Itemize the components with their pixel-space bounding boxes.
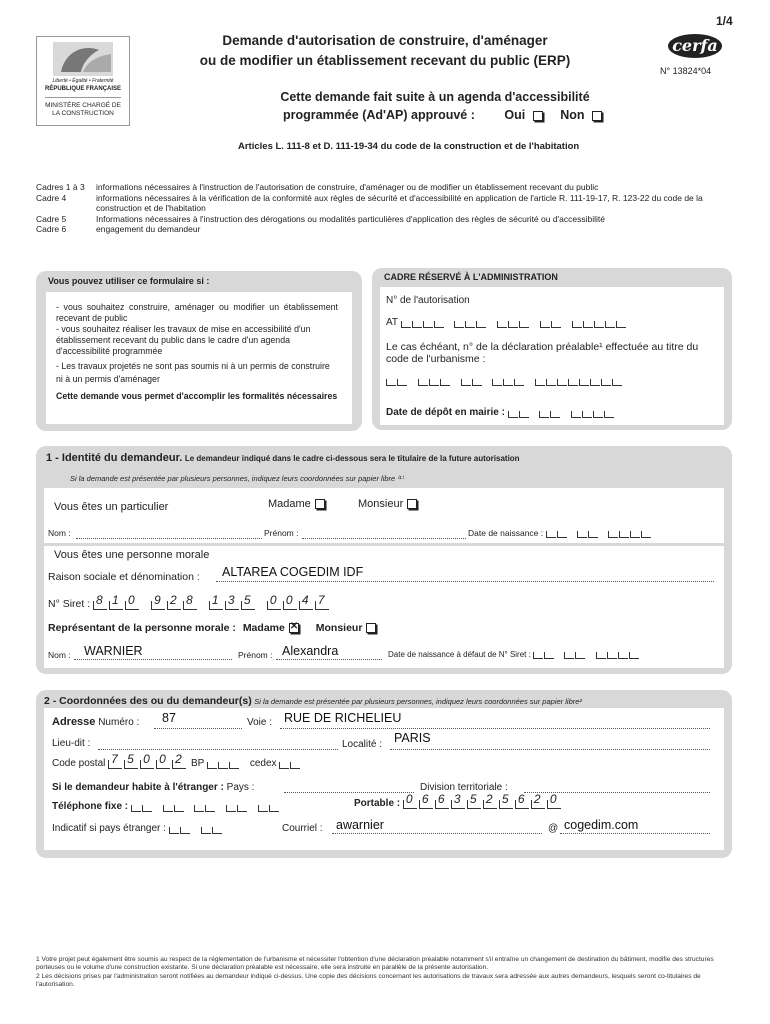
portable-digit[interactable]: 6 [419, 800, 433, 809]
representant-label: Représentant de la personne morale : [48, 622, 236, 634]
courriel-domain-value: cogedim.com [564, 818, 639, 832]
cadre-label: Cadre 6 [36, 224, 67, 234]
localite-value: PARIS [394, 731, 431, 745]
siret-digit[interactable]: 0 [283, 601, 297, 610]
codepostal-label: Code postal [52, 758, 106, 769]
siret-digit[interactable]: 0 [267, 601, 281, 610]
codepostal-digit[interactable]: 0 [140, 760, 154, 769]
non-label: Non [560, 108, 585, 122]
localite-label: Localité : [342, 739, 383, 750]
usage-item: Cette demande vous permet d'accomplir les formalités nécessaires [56, 391, 338, 401]
monsieur-option [358, 498, 417, 510]
rep-monsieur-checkbox[interactable] [366, 623, 376, 633]
codepostal-digit[interactable]: 2 [172, 760, 186, 769]
prenom-field[interactable] [302, 538, 466, 539]
rep-prenom-label: Prénom : [238, 650, 273, 660]
portable-digit[interactable]: 2 [483, 800, 497, 809]
siret-group [93, 593, 141, 610]
particulier-label: Vous êtes un particulier [54, 501, 169, 513]
raison-label: Raison sociale et dénomination : [48, 571, 200, 583]
logo-motto: Liberté • Égalité • Fraternité [52, 78, 114, 84]
siret-digit[interactable]: 2 [167, 601, 181, 610]
voie-value: RUE DE RICHELIEU [284, 711, 402, 725]
rep-monsieur-label: Monsieur [315, 622, 363, 634]
codepostal-digit[interactable]: 0 [156, 760, 170, 769]
pays-label: Pays : [226, 782, 255, 793]
siret-digit[interactable]: 8 [93, 601, 107, 610]
prenom-label: Prénom : [264, 528, 299, 538]
section1-header [46, 452, 520, 464]
at-label: AT [386, 317, 398, 328]
section2-header [44, 695, 582, 707]
siret-digit[interactable]: 3 [225, 601, 239, 610]
siret-group [267, 593, 331, 610]
at-sign: @ [548, 823, 559, 834]
portable-digit[interactable]: 6 [515, 800, 529, 809]
madame-checkbox[interactable] [315, 499, 325, 509]
siret-digit[interactable]: 1 [209, 601, 223, 610]
rep-madame-label: Madame [242, 622, 285, 634]
non-checkbox[interactable] [592, 111, 602, 121]
courriel-user-field[interactable] [332, 833, 542, 834]
rep-prenom-field[interactable] [276, 659, 382, 660]
section1-title: 1 - Identité du demandeur. [46, 452, 183, 464]
cadre-label: Cadres 1 à 3 [36, 182, 85, 192]
courriel-label: Courriel : [282, 823, 323, 834]
lieudit-field[interactable] [98, 749, 338, 750]
cadre-row [36, 182, 726, 193]
marianne-logo [36, 36, 130, 126]
portable-digit[interactable]: 0 [547, 800, 561, 809]
division-label: Division territoriale : [420, 782, 508, 793]
cadre-row [36, 193, 726, 214]
depot-row [386, 407, 622, 418]
authorisation-label: N° de l'autorisation [386, 295, 470, 306]
courriel-domain-field[interactable] [560, 833, 710, 834]
at-number-row [386, 317, 634, 328]
footnote-1: 1 Votre projet peut également être soumis au respect de la réglementation de l'urbanisme et nécessiter l'obtention d'une déclaration préalable notamment s'il entraîne un changement de destination du bâtiment, modifie des structures porteuses ou le volume d'une construction existante. Si une déclaration préalable est nécessaire, elle sera instruite en parallèle de la présente autorisation. [36, 956, 714, 972]
section2-note: Si la demande est présentée par plusieurs personnes, indiquez leurs coordonnées sur papier libre² [254, 697, 582, 706]
agenda-question-line1: Cette demande fait suite à un agenda d'accessibilité [280, 90, 590, 104]
cadre-text: informations nécessaires à l'instruction de l'autorisation de construire, d'aménager ou de modifier un établissement recevant du public [96, 182, 599, 192]
voie-label: Voie : [247, 717, 273, 728]
portable-digit[interactable]: 0 [403, 800, 417, 809]
siret-digit[interactable]: 4 [299, 601, 313, 610]
voie-field[interactable] [280, 728, 710, 729]
cerfa-logo [668, 34, 722, 58]
cadre-text: informations nécessaires à la vérification de la conformité aux règles de sécurité et d'accessibilité en application de l'article R. 111-19-17, R. 123-22 du code de la construction et de l'habitation [96, 192, 703, 213]
codepostal-digit[interactable]: 5 [124, 760, 138, 769]
usage-item: - vous souhaitez réaliser les travaux de mise en accessibilité d'un établissement recevant du public dans le cadre d'un agenda d'accessibilité programmée [56, 324, 311, 356]
siret-label: N° Siret : [48, 598, 91, 610]
logo-republic: RÉPUBLIQUE FRANÇAISE [44, 86, 121, 92]
cadre-row [36, 224, 726, 235]
raison-value: ALTAREA COGEDIM IDF [222, 565, 364, 579]
portable-digit[interactable]: 5 [467, 800, 481, 809]
section1-note: Si la demande est présentée par plusieurs personnes, indiquez leurs coordonnées sur papier libre ⁽¹⁾ [70, 474, 404, 483]
codepostal-digit[interactable]: 7 [108, 760, 122, 769]
rep-prenom-value: Alexandra [282, 644, 339, 658]
rep-madame-checkbox[interactable] [289, 623, 299, 633]
cerfa-logo-text: cerfa [672, 36, 718, 55]
usage-item: - Les travaux projetés ne sont pas soumis ni à un permis de construire ni à un permis d'aménager [56, 361, 330, 384]
madame-label: Madame [268, 498, 311, 510]
admin-box-title: CADRE RÉSERVÉ À L'ADMINISTRATION [384, 272, 558, 282]
cedex-label: cedex [249, 758, 277, 769]
oui-label: Oui [504, 108, 526, 122]
declaration-number-row [386, 375, 630, 386]
particulier-panel [44, 488, 724, 543]
footnote-2: 2 Les décisions prises par l'administration seront notifiées au demandeur indiqué ci-dessus. Une copie des décisions concernant les autorisations de travaux sera adressée aux autres demandeurs, lesquels seront co-titulaires de l'autorisation. [36, 972, 701, 989]
portable-digit[interactable]: 5 [499, 800, 513, 809]
portable-digit[interactable]: 6 [435, 800, 449, 809]
siret-digit[interactable]: 7 [315, 601, 329, 610]
form-title-line1: Demande d'autorisation de construire, d'aménager [222, 33, 548, 48]
monsieur-checkbox[interactable] [407, 499, 417, 509]
monsieur-label: Monsieur [358, 498, 404, 510]
indicatif-label: Indicatif si pays étranger : [52, 823, 166, 834]
usage-item: - vous souhaitez construire, aménager ou modifier un établissement recevant de public [56, 302, 338, 323]
naissance-row [468, 528, 659, 538]
portable-digit[interactable]: 2 [531, 800, 545, 809]
numero-field[interactable] [154, 728, 242, 729]
section1-subtitle: Le demandeur indiqué dans le cadre ci-dessous sera le titulaire de la future autorisation [184, 454, 520, 463]
etranger-label: Si le demandeur habite à l'étranger : [52, 782, 224, 793]
cadre-text: engagement du demandeur [96, 224, 201, 234]
telephone-label: Téléphone fixe : [52, 801, 129, 812]
lieudit-label: Lieu-dit : [52, 738, 91, 749]
rep-naissance-row [388, 650, 647, 659]
admin-box-content [380, 287, 724, 425]
siret-group [209, 593, 257, 610]
morale-panel [44, 546, 724, 668]
adresse-row [52, 716, 139, 728]
codepostal-row [52, 752, 308, 769]
siret-digit[interactable]: 8 [183, 601, 197, 610]
siret-digit[interactable]: 9 [151, 601, 165, 610]
pays-field[interactable] [284, 792, 414, 793]
cadre-text: Informations nécessaires à l'instruction des dérogations ou modalités particulières d'application des règles de sécurité ou d'accessibilité [96, 213, 606, 224]
marianne-icon [53, 42, 113, 76]
nom-label: Nom : [48, 528, 71, 538]
rep-naissance-label: Date de naissance à défaut de N° Siret : [388, 650, 531, 659]
portable-row [354, 792, 563, 809]
oui-checkbox[interactable] [533, 111, 543, 121]
rep-nom-field[interactable] [74, 659, 232, 660]
indicatif-row [52, 823, 230, 834]
siret-digit[interactable]: 0 [125, 601, 139, 610]
telephone-row [52, 801, 287, 812]
declaration-label: Le cas échéant, n° de la déclaration préalable¹ effectuée au titre du code de l'urbanisme : [386, 341, 699, 365]
raison-field[interactable] [216, 581, 714, 582]
nom-field[interactable] [76, 538, 262, 539]
siret-row [48, 593, 338, 610]
representant-row [48, 622, 376, 634]
portable-digit[interactable]: 3 [451, 800, 465, 809]
numero-label: Numéro : [98, 717, 140, 728]
section2-title: 2 - Coordonnées des ou du demandeur(s) [44, 695, 252, 707]
coordonnees-panel [44, 708, 724, 850]
footnotes [36, 956, 726, 990]
logo-ministry: MINISTÈRE CHARGÉ DE LA CONSTRUCTION [45, 102, 121, 117]
cadres-list [36, 182, 726, 235]
siret-digit[interactable]: 1 [109, 601, 123, 610]
articles-reference: Articles L. 111-8 et D. 111-19-34 du code de la construction et de l'habitation [238, 141, 580, 152]
usage-box-content [46, 292, 352, 424]
bp-label: BP [190, 758, 205, 769]
depot-label: Date de dépôt en mairie : [386, 407, 505, 418]
siret-digit[interactable]: 5 [241, 601, 255, 610]
cerfa-number: N° 13824*04 [660, 66, 712, 76]
etranger-row [52, 782, 254, 793]
adresse-label: Adresse [52, 716, 96, 728]
usage-box-title: Vous pouvez utiliser ce formulaire si : [48, 276, 210, 286]
agenda-question-line2: programmée (Ad'AP) approuvé : [283, 108, 475, 122]
cadre-label: Cadre 4 [36, 192, 67, 203]
siret-group [151, 593, 199, 610]
courriel-user-value: awarnier [336, 818, 384, 832]
localite-field[interactable] [390, 749, 710, 750]
rep-nom-value: WARNIER [84, 644, 143, 658]
agenda-question-line2-row [283, 108, 602, 122]
cadre-row [36, 214, 726, 225]
morale-label: Vous êtes une personne morale [54, 549, 210, 561]
portable-label: Portable : [354, 798, 401, 809]
page-number: 1/4 [716, 14, 733, 28]
numero-value: 87 [162, 711, 176, 725]
cadre-label: Cadre 5 [36, 213, 67, 224]
rep-nom-label: Nom : [48, 650, 71, 660]
form-title-line2: ou de modifier un établissement recevant du public (ERP) [199, 53, 571, 68]
naissance-label: Date de naissance : [468, 528, 544, 538]
madame-option [268, 498, 325, 510]
